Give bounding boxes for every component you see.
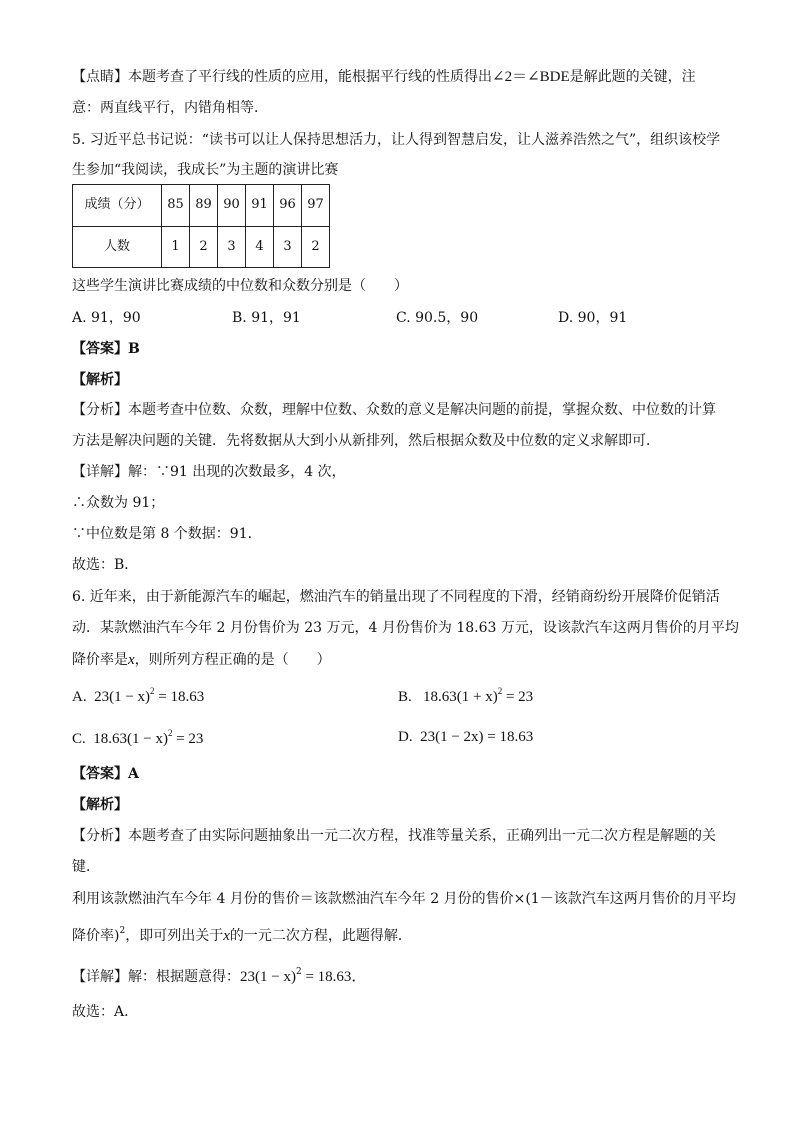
q6-stem-line-2: 动．某款燃油汽车今年 2 月份售价为 23 万元，4 月份售价为 18.63 万元，设该款汽车这两月售价的月平均 xyxy=(72,620,739,636)
option-base: 18.63(1 + x) xyxy=(423,689,498,705)
q6-stem-line-3 xyxy=(72,651,331,670)
q5-analysis-title: 【解析】 xyxy=(72,372,128,388)
q5-question: 这些学生演讲比赛成绩的中位数和众数分别是（ ） xyxy=(72,278,408,294)
score-table xyxy=(72,184,330,268)
q6-stem-text-cont: ，则所列方程正确的是（ ） xyxy=(134,652,331,668)
option-rhs: = 23 xyxy=(172,731,204,747)
q6-analysis-text-cont: ，即可列出关于 xyxy=(125,928,224,944)
q6-conclusion: 故选：A． xyxy=(72,1004,139,1020)
option-exponent: 2 xyxy=(150,686,155,696)
count-row xyxy=(73,227,330,268)
score-cell: 90 xyxy=(218,185,246,227)
variable-x: x xyxy=(223,928,230,944)
q5-option-b: B. 91，91 xyxy=(232,310,301,326)
option-label: D. xyxy=(398,729,413,745)
comment-note-text: 【点睛】本题考查了平行线的性质的应用，能根据平行线的性质得出 xyxy=(72,69,492,85)
comment-note-line-1 xyxy=(72,68,696,87)
q6-option-d xyxy=(398,728,533,747)
option-rhs: = 18.63 xyxy=(154,689,205,705)
q6-option-a xyxy=(72,686,204,707)
detail-rhs: = 18.63． xyxy=(301,969,367,985)
comment-note-line-2: 意：两直线平行，内错角相等． xyxy=(72,100,268,116)
score-row xyxy=(73,185,330,227)
q5-detail-line-3: ∵中位数是第 8 个数据：91． xyxy=(72,526,262,542)
option-base: 23(1 − 2x) xyxy=(420,729,484,745)
q5-detail-line-1: 【详解】解：∵91 出现的次数最多，4 次， xyxy=(72,464,346,480)
option-base: 23(1 − x) xyxy=(94,689,151,705)
score-cell: 96 xyxy=(274,185,302,227)
score-cell: 91 xyxy=(246,185,274,227)
q6-analysis-line-3: 利用该款燃油汽车今年 4 月份的售价＝该款燃油汽车今年 2 月份的售价×(1－该款汽车这两月售价的月平均 xyxy=(72,891,736,907)
count-cell: 3 xyxy=(218,227,246,268)
score-cell: 97 xyxy=(302,185,330,227)
option-label: B. xyxy=(398,689,412,705)
detail-exponent: 2 xyxy=(295,967,302,977)
q6-analysis-exponent: 2 xyxy=(119,926,126,936)
count-cell: 4 xyxy=(246,227,274,268)
angle-expression: ∠2＝∠BDE xyxy=(492,69,570,85)
q6-analysis-title: 【解析】 xyxy=(72,797,128,813)
option-label: C. xyxy=(72,731,86,747)
score-cell: 85 xyxy=(162,185,190,227)
q6-detail xyxy=(72,967,366,987)
score-cell: 89 xyxy=(190,185,218,227)
q5-detail-line-2: ∴众数为 91； xyxy=(72,495,165,511)
option-base: 18.63(1 − x) xyxy=(93,731,168,747)
q5-option-a: A. 91，90 xyxy=(72,310,141,326)
q6-analysis-text: 降价率) xyxy=(72,928,120,944)
q6-answer: 【答案】A xyxy=(72,766,139,782)
q5-stem-line-2: 生参加“我阅读，我成长”为主题的演讲比赛 xyxy=(72,162,339,178)
count-row-header: 人数 xyxy=(73,227,162,268)
count-cell: 2 xyxy=(302,227,330,268)
option-rhs: = 18.63 xyxy=(483,729,534,745)
q6-analysis-text-end: 的一元二次方程，此题得解． xyxy=(229,928,412,944)
q5-analysis-line-1: 【分析】本题考查中位数、众数，理解中位数、众数的意义是解决问题的前提，掌握众数、中位数的计算 xyxy=(72,402,716,418)
score-row-header: 成绩（分） xyxy=(73,185,162,227)
q6-detail-text: 【详解】解：根据题意得： xyxy=(72,969,240,985)
option-exponent: 2 xyxy=(497,686,503,696)
comment-note-text-cont: 是解此题的关键，注 xyxy=(569,69,696,85)
q5-conclusion: 故选：B． xyxy=(72,557,139,573)
count-cell: 3 xyxy=(274,227,302,268)
option-label: A. xyxy=(72,689,87,705)
option-exponent: 2 xyxy=(167,728,173,738)
q6-stem-text: 降价率是 xyxy=(72,652,128,668)
variable-x: x xyxy=(128,652,135,668)
q6-option-b xyxy=(398,686,533,707)
q6-analysis-line-4 xyxy=(72,926,412,946)
q6-analysis-line-2: 键． xyxy=(72,859,100,875)
q5-analysis-line-2: 方法是解决问题的关键．先将数据从大到小从新排列，然后根据众数及中位数的定义求解即可． xyxy=(72,433,660,449)
detail-base: 23(1 − x) xyxy=(240,969,296,985)
count-cell: 1 xyxy=(162,227,190,268)
count-cell: 2 xyxy=(190,227,218,268)
q6-analysis-line-1: 【分析】本题考查了由实际问题抽象出一元二次方程，找准等量关系，正确列出一元二次方程是解题的关 xyxy=(72,828,716,844)
option-rhs: = 23 xyxy=(502,689,534,705)
q5-option-d: D. 90，91 xyxy=(558,310,628,326)
q5-answer: 【答案】B xyxy=(72,341,140,357)
q6-option-c xyxy=(72,728,203,749)
q5-option-c: C. 90.5，90 xyxy=(396,310,479,326)
q5-stem-line-1: 5. 习近平总书记说：“读书可以让人保持思想活力，让人得到智慧启发，让人滋养浩然之气”，组织该校学 xyxy=(72,132,721,148)
q6-stem-line-1: 6. 近年来，由于新能源汽车的崛起，燃油汽车的销量出现了不同程度的下滑，经销商纷纷开展降价促销活 xyxy=(72,589,720,605)
